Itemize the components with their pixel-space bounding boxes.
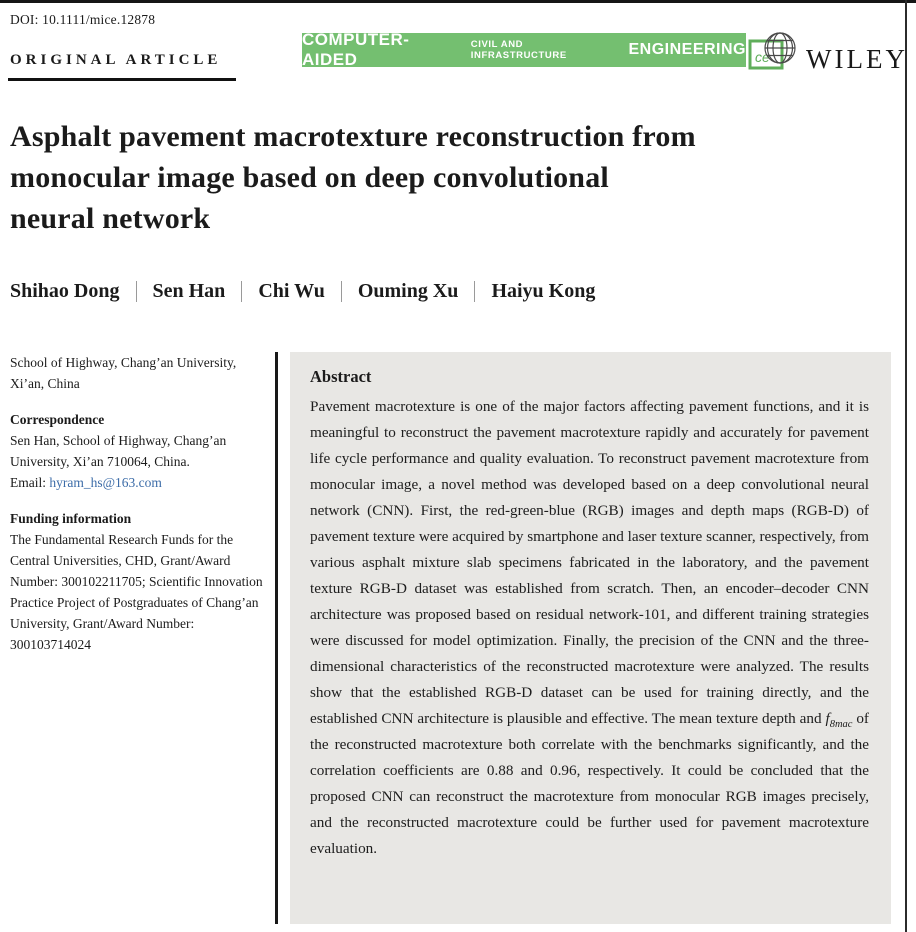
author-separator <box>136 281 137 302</box>
abstract-left-rule <box>275 352 278 924</box>
article-type-underline <box>8 78 236 81</box>
abstract-section <box>290 352 891 924</box>
funding-heading: Funding information <box>10 511 132 526</box>
author-separator <box>474 281 475 302</box>
page-top-rule <box>0 0 916 3</box>
abstract-text-before: Pavement macrotexture is one of the major factors affecting pavement functions, and it is meaningful to reconstruct the pavement macrotexture rapidly and accurately for pavement life cycle performance and quality evaluation. To reconstruct pavement macrotexture from monocular image, a novel method was developed based on a deep convolutional neural network (CNN). First, the red-green-blue (RGB) images and depth maps (RGB-D) of pavement texture were acquired by smartphone and laser texture scanner, respectively, from various asphalt mixture slab specimens fabricated in the laboratory, and the pavement texture RGB-D dataset was established from scratch. Then, an encoder–decoder CNN architecture was proposed based on residual network-101, and different training strategies were discussed for model optimization. Finally, the precision of the CNN and the three-dimensional characteristics of the reconstructed macrotexture were analyzed. The results show that the established RGB-D dataset can be used for training directly, and the established CNN architecture is plausible and effective. The mean texture depth and <box>310 398 869 727</box>
author-list <box>10 280 595 303</box>
journal-globe-logo <box>748 29 802 73</box>
doi-text: DOI: 10.1111/mice.12878 <box>10 12 156 27</box>
correspondence-block <box>10 409 266 493</box>
page-title <box>10 116 696 239</box>
title-line-2: monocular image based on deep convolutional <box>10 161 609 194</box>
abstract-heading: Abstract <box>310 367 372 386</box>
publisher-wordmark: WILEY <box>806 44 908 74</box>
affiliation-text: School of Highway, Chang’an University, Xi’an, China <box>10 355 237 391</box>
correspondence-text: Sen Han, School of Highway, Chang’an University, Xi’an 710064, China. <box>10 433 227 469</box>
journal-name-part2: CIVIL AND INFRASTRUCTURE <box>470 39 567 61</box>
f8mac-symbol: f <box>825 710 830 727</box>
author-name: Ouming Xu <box>357 280 459 302</box>
title-line-1: Asphalt pavement macrotexture reconstruction from <box>10 120 696 153</box>
author-separator <box>241 281 242 302</box>
author-name: Shihao Dong <box>10 280 120 302</box>
abstract-text-after: of the reconstructed macrotexture both correlate with the benchmarks significantly, and the correlation coefficients are 0.88 and 0.96, respectively. It could be concluded that the proposed CNN can reconstruct the macrotexture from monocular RGB images precisely, and the reconstructed macrotexture could be further used for pavement macrotexture evaluation. <box>310 710 869 857</box>
author-name: Chi Wu <box>258 280 325 302</box>
author-name: Sen Han <box>152 280 226 302</box>
article-type-label: ORIGINAL ARTICLE <box>10 52 222 68</box>
page-right-rule <box>905 0 907 932</box>
funding-block <box>10 508 266 655</box>
funding-text: The Fundamental Research Funds for the Central Universities, CHD, Grant/Award Number: 300102211705; Scientific Innovation Practice Project of Postgraduates of Chang’an University, Grant/Award Number: 300103714024 <box>10 532 263 652</box>
journal-banner <box>302 30 746 69</box>
svg-text:ce: ce <box>755 49 770 65</box>
author-name: Haiyu Kong <box>491 280 596 302</box>
author-separator <box>341 281 342 302</box>
title-line-3: neural network <box>10 202 211 235</box>
journal-name-part3: ENGINEERING <box>628 41 746 58</box>
email-label: Email: <box>10 475 50 490</box>
abstract-text <box>310 394 869 862</box>
correspondence-heading: Correspondence <box>10 412 105 427</box>
article-info-sidebar <box>10 352 266 670</box>
email-link[interactable]: hyram_hs@163.com <box>49 475 162 490</box>
globe-icon <box>748 29 802 73</box>
journal-name-part1: COMPUTER-AIDED <box>302 30 410 69</box>
f8mac-subscript: 8mac <box>829 719 853 731</box>
